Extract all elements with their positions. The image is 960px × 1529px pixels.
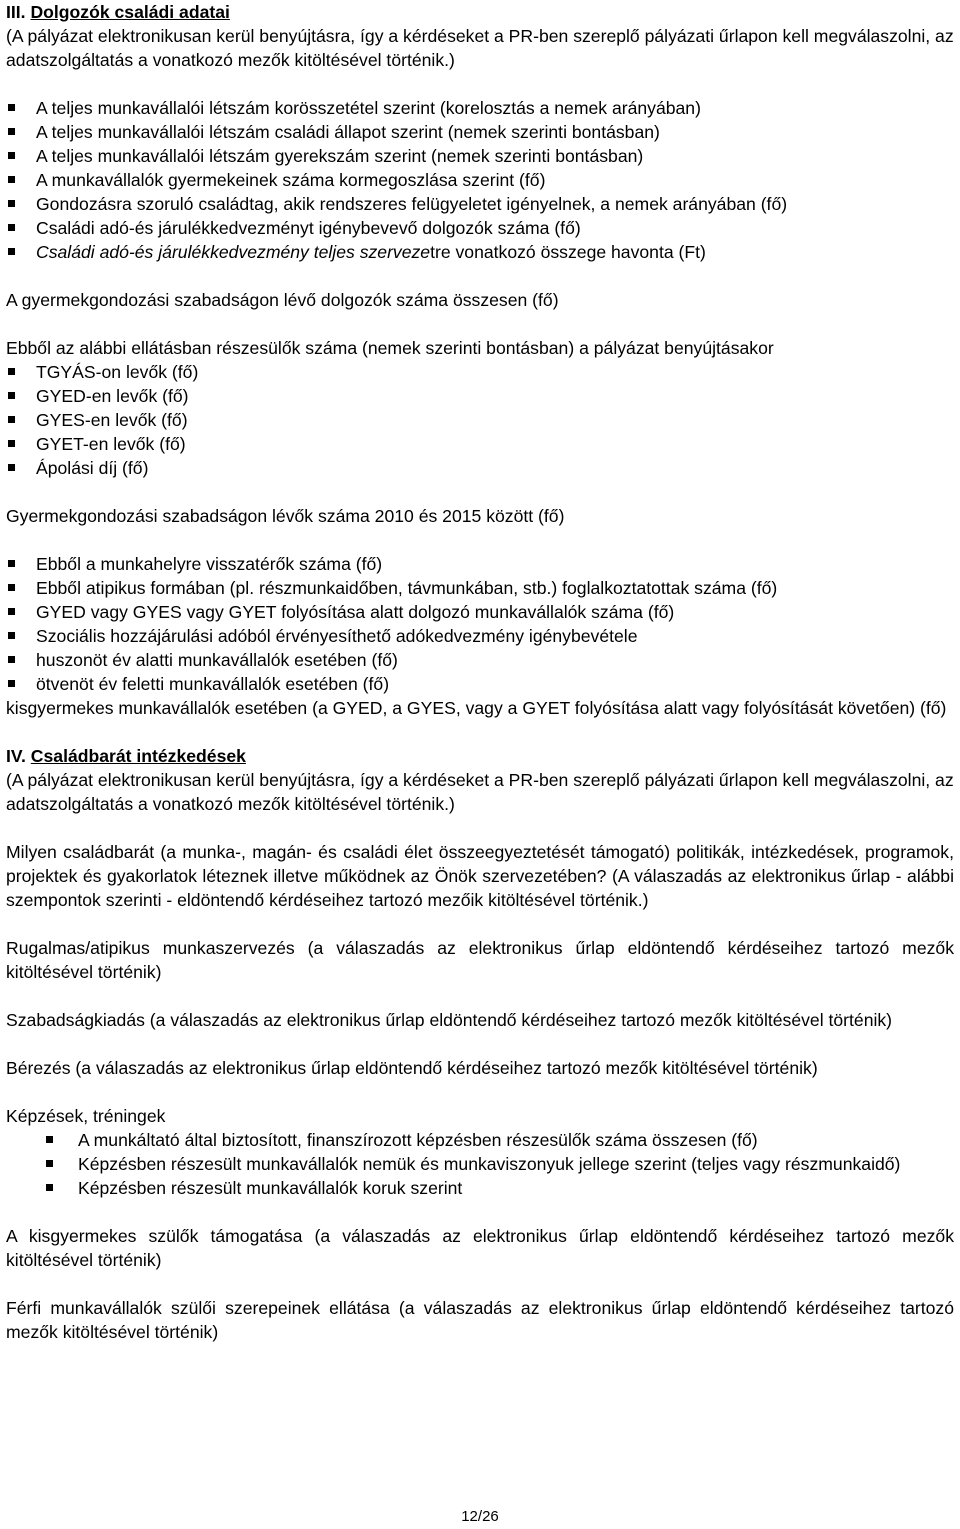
list-item: Képzésben részesült munkavállalók koruk szerint <box>6 1176 954 1200</box>
list-item: Családi adó-és járulékkedvezményt igénybevevő dolgozók száma (fő) <box>6 216 954 240</box>
section-3-title: Dolgozók családi adatai <box>30 2 230 22</box>
leave-paragraph: Szabadságkiadás (a válaszadás az elektronikus űrlap eldöntendő kérdéseihez tartozó mezők kitöltésével történik) <box>6 1010 893 1030</box>
section-4-heading <box>6 744 954 768</box>
return-to-work-list <box>6 552 954 696</box>
list-item: A munkavállalók gyermekeinek száma kormegoszlása szerint (fő) <box>6 168 954 192</box>
list-item <box>6 240 954 264</box>
list-item: Ebből atipikus formában (pl. részmunkaidőben, távmunkában, stb.) foglalkoztatottak száma (fő) <box>6 576 954 600</box>
list-item: GYED vagy GYES vagy GYET folyósítása alatt dolgozó munkavállalók száma (fő) <box>6 600 954 624</box>
small-children-parents-note: kisgyermekes munkavállalók esetében (a GYED, a GYES, vagy a GYET folyósítása alatt vagy folyósítását követően) (fő) <box>6 698 947 718</box>
male-parental-roles-paragraph: Férfi munkavállalók szülői szerepeinek ellátása (a válaszadás az elektronikus űrlap eldöntendő kérdéseihez tartozó mezők kitöltésével történik) <box>6 1298 954 1342</box>
section-3-number: III. <box>6 2 26 22</box>
list-item: Gondozásra szoruló családtag, akik rendszeres felügyeletet igényelnek, a nemek arányában (fő) <box>6 192 954 216</box>
list-item: ötvenöt év feletti munkavállalók esetében (fő) <box>6 672 954 696</box>
list-item: Ápolási díj (fő) <box>6 456 954 480</box>
section-4-title: Családbarát intézkedések <box>30 746 246 766</box>
list-item: Képzésben részesült munkavállalók nemük és munkaviszonyuk jellege szerint (teljes vagy részmunkaidő) <box>6 1152 954 1176</box>
list-item: Szociális hozzájárulási adóból érvényesíthető adókedvezmény igénybevétele <box>6 624 954 648</box>
list-item: GYED-en levők (fő) <box>6 384 954 408</box>
section-4-number: IV. <box>6 746 26 766</box>
list-item: GYET-en levők (fő) <box>6 432 954 456</box>
benefits-list <box>6 360 954 480</box>
training-list <box>6 1128 954 1200</box>
list-item: GYES-en levők (fő) <box>6 408 954 432</box>
small-children-support-paragraph: A kisgyermekes szülők támogatása (a válaszadás az elektronikus űrlap eldöntendő kérdéseihez tartozó mezők kitöltésével történik) <box>6 1226 954 1270</box>
family-friendly-question: Milyen családbarát (a munka-, magán- és családi élet összeegyeztetését támogató) politikák, intézkedések, programok, projektek és gyakorlatok léteznek illetve működnek az Önök szervezetében? (A válaszadás az elektronikus űrlap - alábbi szempontok szerinti - eldöntendő kérdéseihez tartozó mezőik kitöltésével történik.) <box>6 842 954 910</box>
list-item: Ebből a munkahelyre visszatérők száma (fő) <box>6 552 954 576</box>
demographics-list <box>6 96 954 264</box>
list-item-normal-part: tre vonatkozó összege havonta (Ft) <box>430 242 706 262</box>
page-number: 12/26 <box>461 1508 499 1525</box>
childcare-leave-2010-2015: Gyermekgondozási szabadságon lévők száma 2010 és 2015 között (fő) <box>6 506 565 526</box>
section-3-note: (A pályázat elektronikusan kerül benyújtásra, így a kérdéseket a PR-ben szereplő pályázati űrlapon kell megválaszolni, az adatszolgáltatás a vonatkozó mezők kitöltésével történik.) <box>6 26 954 70</box>
flexible-work-paragraph: Rugalmas/atipikus munkaszervezés (a válaszadás az elektronikus űrlap eldöntendő kérdéseihez tartozó mezők kitöltésével történik) <box>6 938 954 982</box>
benefits-intro: Ebből az alábbi ellátásban részesülők száma (nemek szerinti bontásban) a pályázat benyújtásakor <box>6 338 774 358</box>
list-item: A teljes munkavállalói létszám gyerekszám szerint (nemek szerinti bontásban) <box>6 144 954 168</box>
childcare-leave-total: A gyermekgondozási szabadságon lévő dolgozók száma összesen (fő) <box>6 290 559 310</box>
section-3-heading <box>6 0 954 24</box>
section-4-note: (A pályázat elektronikusan kerül benyújtásra, így a kérdéseket a PR-ben szereplő pályázati űrlapon kell megválaszolni, az adatszolgáltatás a vonatkozó mezők kitöltésével történik.) <box>6 770 954 814</box>
list-item: huszonöt év alatti munkavállalók esetében (fő) <box>6 648 954 672</box>
list-item: A munkáltató által biztosított, finanszírozott képzésben részesülők száma összesen (fő) <box>6 1128 954 1152</box>
pay-paragraph: Bérezés (a válaszadás az elektronikus űrlap eldöntendő kérdéseihez tartozó mezők kitöltésével történik) <box>6 1058 818 1078</box>
list-item: TGYÁS-on levők (fő) <box>6 360 954 384</box>
list-item-italic-part: Családi adó-és járulékkedvezmény teljes szerveze <box>36 242 431 262</box>
training-heading: Képzések, tréningek <box>6 1106 166 1126</box>
list-item: A teljes munkavállalói létszám korösszetétel szerint (korelosztás a nemek arányában) <box>6 96 954 120</box>
list-item: A teljes munkavállalói létszám családi állapot szerint (nemek szerinti bontásban) <box>6 120 954 144</box>
